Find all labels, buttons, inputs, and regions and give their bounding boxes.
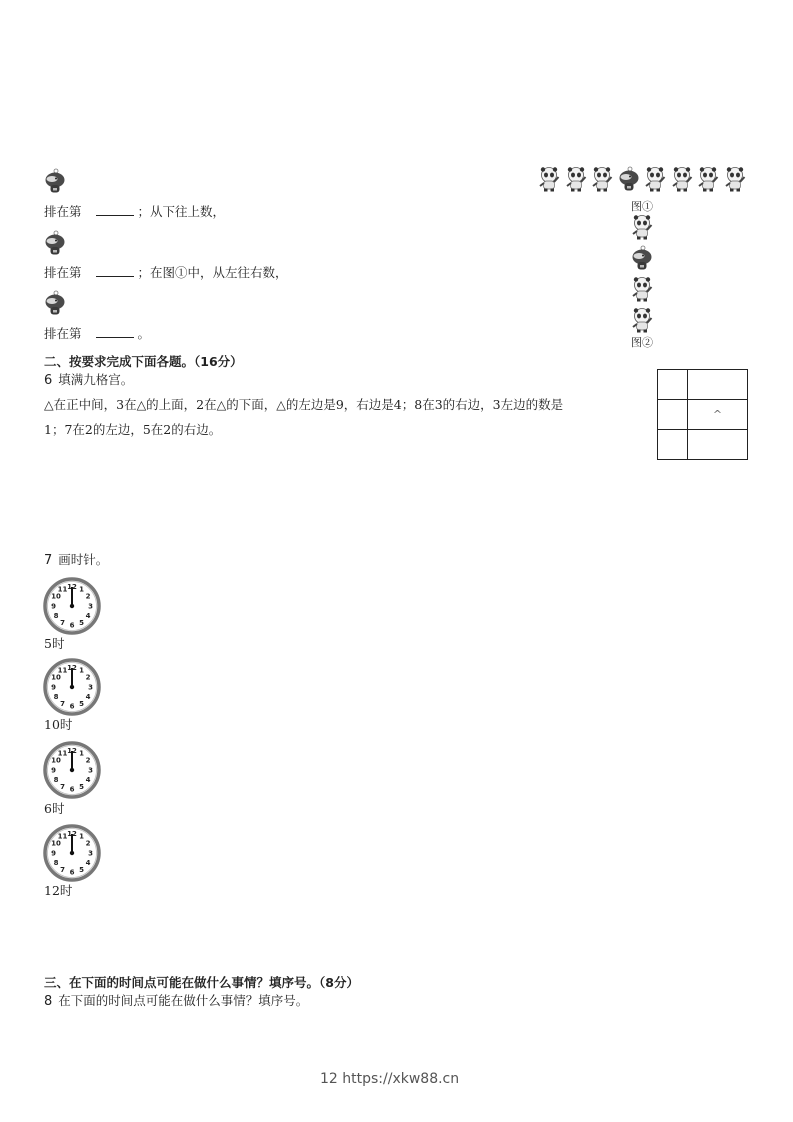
figure-1-row: [538, 166, 746, 192]
panda-icon: [724, 166, 746, 192]
clock-icon: [43, 577, 101, 635]
grid-cell[interactable]: [688, 370, 748, 400]
panda-icon: [538, 166, 560, 192]
clock-icon: [43, 658, 101, 716]
q7-title: 画时针。: [58, 552, 109, 567]
clock-label: 6时: [44, 801, 65, 816]
grid-cell[interactable]: [658, 400, 688, 430]
creature-icon: [44, 290, 66, 320]
grid-cell[interactable]: [688, 430, 748, 460]
panda-icon: [565, 166, 587, 192]
panda-icon: [631, 307, 653, 333]
clock-face-12[interactable]: [43, 824, 101, 886]
q8-title: 在下面的时间点可能在做什么事情？填序号。: [58, 993, 309, 1008]
figure-2-column: [631, 214, 653, 333]
line-suffix: 。: [137, 326, 151, 341]
answer-line-3: [44, 326, 150, 342]
answer-blank-2[interactable]: [96, 265, 134, 277]
clock-label: 12时: [44, 883, 73, 898]
panda-icon: [644, 166, 666, 192]
q8-title-line: [44, 993, 308, 1010]
clock-face-6[interactable]: [43, 741, 101, 803]
q6-instruction-line-2: 1；7在2的左边，5在2的右边。: [44, 422, 222, 437]
answer-line-2: [44, 265, 288, 281]
creature-icon: [631, 245, 653, 271]
creature-icon: [44, 230, 66, 260]
answer-blank-3[interactable]: [96, 326, 134, 338]
line-suffix: ；从下往上数，: [137, 204, 226, 219]
q6-instruction-line-1: △在正中间，3在△的上面，2在△的下面，△的左边是9，右边是4；8在3的右边，3左边的数是: [44, 397, 564, 412]
panda-icon: [631, 276, 653, 302]
creature-icon: [618, 166, 640, 192]
figure-1-caption: 图①: [631, 200, 653, 213]
creature-icon: [44, 168, 66, 198]
panda-icon: [591, 166, 613, 192]
clock-icon: [43, 824, 101, 882]
clock-face-5[interactable]: [43, 577, 101, 639]
page-footer: 12 https://xkw88.cn: [320, 1071, 460, 1087]
grid-cell[interactable]: ^: [688, 400, 748, 430]
q7-title-line: [44, 552, 108, 569]
clock-face-10[interactable]: [43, 658, 101, 720]
answer-blank-1[interactable]: [96, 204, 134, 216]
clock-label: 10时: [44, 717, 73, 732]
panda-icon: [671, 166, 693, 192]
section-3-heading: 三、在下面的时间点可能在做什么事情？填序号。（8分）: [44, 975, 359, 990]
line-prefix: 排在第: [44, 326, 82, 341]
line-prefix: 排在第: [44, 204, 82, 219]
grid-cell[interactable]: [658, 370, 688, 400]
panda-icon: [697, 166, 719, 192]
line-suffix: ；在图①中，从左往右数，: [137, 265, 288, 280]
answer-line-1: [44, 204, 225, 220]
clock-label: 5时: [44, 636, 65, 651]
nine-grid-table: [657, 369, 748, 460]
clock-icon: [43, 741, 101, 799]
grid-cell[interactable]: [658, 430, 688, 460]
line-prefix: 排在第: [44, 265, 82, 280]
figure-2-caption: 图②: [631, 336, 653, 349]
q6-title-line: [44, 372, 133, 389]
q7-number: 7: [44, 553, 53, 568]
panda-icon: [631, 214, 653, 240]
q8-number: 8: [44, 994, 53, 1009]
section-2-heading: 二、按要求完成下面各题。（16分）: [44, 354, 243, 369]
q6-number: 6: [44, 373, 53, 388]
q6-title: 填满九格宫。: [58, 372, 134, 387]
